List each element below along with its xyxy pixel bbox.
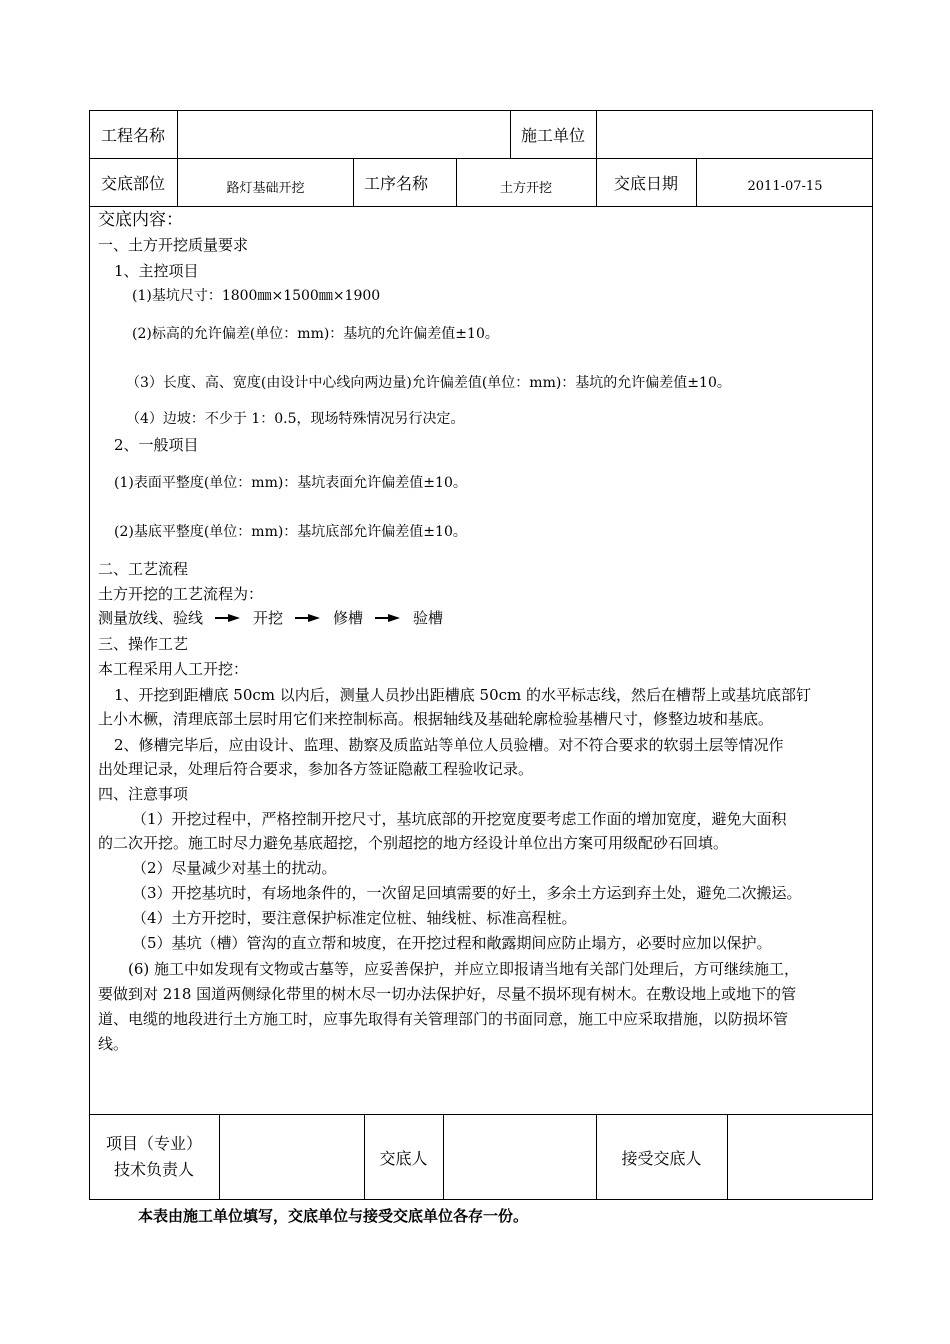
form-footnote: 本表由施工单位填写，交底单位与接受交底单位各存一份。: [138, 1207, 529, 1225]
content-line: 2、修槽完毕后，应由设计、监理、勘察及质监站等单位人员验槽。对不符合要求的软弱土层等情况作: [114, 736, 784, 754]
content-line: (1)表面平整度(单位：mm)：基坑表面允许偏差值±10。: [114, 475, 467, 491]
process-flow: [98, 608, 443, 628]
content-line: （3）开挖基坑时，有场地条件的，一次留足回填需要的好土，多余土方运到弃土处，避免二次搬运。: [132, 884, 802, 902]
flow-step: 验槽: [413, 609, 444, 627]
subsection-heading: 2、一般项目: [114, 436, 199, 454]
tech-lead-label: [89, 1114, 219, 1200]
date-value: 2011-07-15: [747, 178, 823, 194]
content-line: （5）基坑（槽）管沟的直立帮和坡度，在开挖过程和敞露期间应防止塌方，必要时应加以保护。: [132, 934, 772, 952]
receiver-signature-field[interactable]: [728, 1114, 873, 1200]
date-label: 交底日期: [613, 173, 678, 193]
content-line: (1)基坑尺寸：1800㎜×1500㎜×1900: [132, 288, 381, 304]
content-title: 交底内容：: [98, 210, 183, 230]
content-line: （3）长度、高、宽度(由设计中心线向两边量)允许偏差值(单位：mm)：基坑的允许偏差值±10。: [126, 375, 731, 391]
content-line: (2)标高的允许偏差(单位：mm)：基坑的允许偏差值±10。: [132, 326, 499, 342]
presenter-label: 交底人: [379, 1148, 428, 1168]
content-line: 道、电缆的地段进行土方施工时，应事先取得有关管理部门的书面同意，施工中应采取措施，以防损坏管: [98, 1010, 789, 1028]
part-value: 路灯基础开挖: [226, 180, 305, 196]
section-heading: 四、注意事项: [98, 785, 189, 803]
process-label: 工序名称: [363, 173, 428, 193]
process-value: 土方开挖: [499, 180, 552, 196]
arrow-right-icon: [375, 613, 401, 623]
receiver-label: 接受交底人: [621, 1148, 702, 1168]
arrow-right-icon: [215, 613, 241, 623]
content-line: 本工程采用人工开挖：: [98, 660, 249, 678]
contractor-field[interactable]: [597, 110, 873, 158]
subsection-heading: 1、主控项目: [114, 262, 199, 280]
flow-step: 测量放线、验线: [98, 609, 204, 627]
content-line: (6) 施工中如发现有文物或古墓等，应妥善保护，并应立即报请当地有关部门处理后，方可继续施工，: [128, 960, 800, 978]
row-divider: [89, 158, 873, 159]
tech-lead-label-line: 项目（专业）: [105, 1134, 202, 1153]
disclosure-form-frame: [89, 110, 873, 1200]
content-line: （4）土方开挖时，要注意保护标准定位桩、轴线桩、标准高程桩。: [132, 909, 577, 927]
content-line: （1）开挖过程中，严格控制开挖尺寸，基坑底部的开挖宽度要考虑工作面的增加宽度，避免大面积: [132, 810, 787, 828]
content-line: 出处理记录，处理后符合要求，参加各方签证隐蔽工程验收记录。: [98, 760, 534, 778]
contractor-label: 施工单位: [520, 125, 585, 145]
content-line: （2）尽量减少对基土的扰动。: [132, 859, 337, 877]
presenter-signature-field[interactable]: [444, 1114, 596, 1200]
tech-lead-label-line: 技术负责人: [113, 1160, 194, 1179]
content-line: 的二次开挖。施工时尽力避免基底超挖，个别超挖的地方经设计单位出方案可用级配砂石回填。: [98, 834, 729, 852]
content-line: 1、开挖到距槽底 50cm 以内后，测量人员抄出距槽底 50cm 的水平标志线，然后在槽帮上或基坑底部钉: [114, 686, 812, 704]
content-line: (2)基底平整度(单位：mm)：基坑底部允许偏差值±10。: [114, 524, 467, 540]
content-line: 上小木橛，清理底部土层时用它们来控制标高。根据轴线及基础轮廓检验基槽尺寸，修整边坡和基底。: [98, 710, 774, 728]
content-line: 土方开挖的工艺流程为：: [98, 585, 264, 603]
content-line: 线。: [98, 1035, 129, 1053]
section-heading: 三、操作工艺: [98, 635, 189, 653]
section-heading: 二、工艺流程: [98, 560, 189, 578]
arrow-right-icon: [295, 613, 321, 623]
flow-step: 修槽: [333, 609, 364, 627]
project-name-label: 工程名称: [100, 125, 165, 145]
part-label: 交底部位: [100, 173, 165, 193]
flow-step: 开挖: [253, 609, 284, 627]
content-line: （4）边坡：不少于 1：0.5，现场特殊情况另行决定。: [126, 411, 465, 427]
project-name-field[interactable]: [178, 110, 510, 158]
tech-lead-signature-field[interactable]: [220, 1114, 364, 1200]
content-line: 要做到对 218 国道两侧绿化带里的树木尽一切办法保护好，尽量不损坏现有树木。在敷设地上或地下的管: [98, 985, 797, 1003]
section-heading: 一、土方开挖质量要求: [98, 236, 249, 254]
